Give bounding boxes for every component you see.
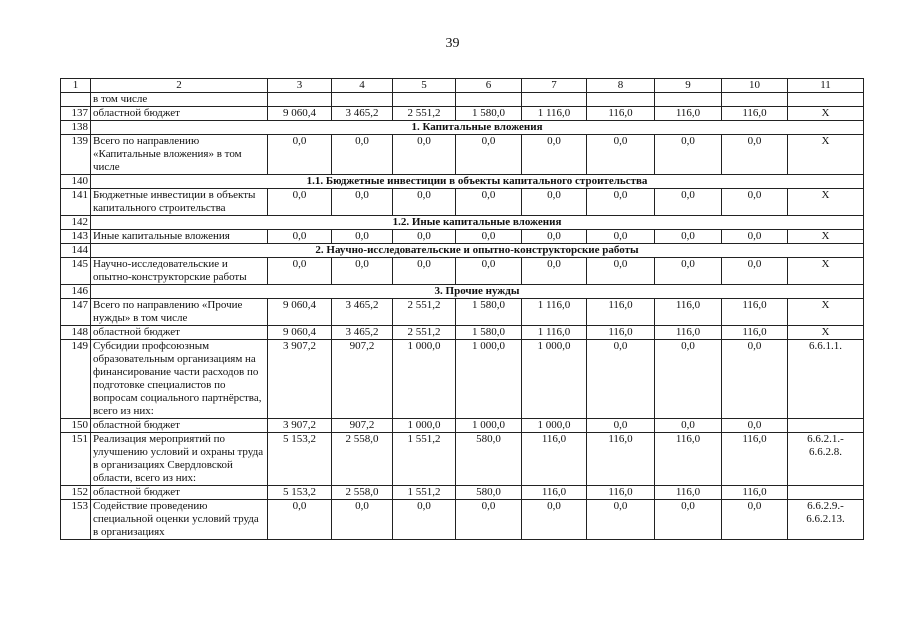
value-cell: 5 153,2 [268, 486, 332, 500]
value-cell: 0,0 [722, 340, 788, 419]
value-cell: 0,0 [722, 500, 788, 540]
table-row [61, 299, 864, 326]
value-cell: 116,0 [722, 107, 788, 121]
table-row [61, 258, 864, 285]
value-cell: 0,0 [655, 258, 722, 285]
row-description: Реализация мероприятий по улучшению условий и охраны труда в организациях Свердловской области, всего из них: [91, 433, 268, 486]
value-cell: 116,0 [722, 433, 788, 486]
value-cell: 0,0 [522, 258, 587, 285]
row-number: 138 [61, 121, 91, 135]
value-cell [393, 93, 456, 107]
value-cell: 0,0 [268, 230, 332, 244]
section-row [61, 216, 864, 230]
row-description: Содействие проведению специальной оценки условий труда в организациях [91, 500, 268, 540]
code-cell [788, 419, 864, 433]
code-cell: Х [788, 135, 864, 175]
value-cell: 0,0 [587, 230, 655, 244]
value-cell: 116,0 [655, 433, 722, 486]
row-description: областной бюджет [91, 486, 268, 500]
value-cell: 1 000,0 [522, 340, 587, 419]
value-cell: 0,0 [393, 230, 456, 244]
value-cell: 1 551,2 [393, 433, 456, 486]
value-cell: 0,0 [655, 189, 722, 216]
value-cell: 116,0 [655, 326, 722, 340]
value-cell: 116,0 [722, 299, 788, 326]
value-cell: 1 580,0 [456, 326, 522, 340]
value-cell: 2 558,0 [332, 486, 393, 500]
column-number-3: 3 [268, 79, 332, 93]
value-cell: 3 907,2 [268, 340, 332, 419]
value-cell: 0,0 [268, 135, 332, 175]
value-cell: 0,0 [332, 230, 393, 244]
value-cell: 0,0 [456, 189, 522, 216]
row-number: 151 [61, 433, 91, 486]
code-cell: Х [788, 230, 864, 244]
value-cell: 1 551,2 [393, 486, 456, 500]
row-description: областной бюджет [91, 107, 268, 121]
column-number-4: 4 [332, 79, 393, 93]
value-cell: 9 060,4 [268, 326, 332, 340]
table-row [61, 500, 864, 540]
value-cell: 0,0 [587, 500, 655, 540]
value-cell: 0,0 [393, 500, 456, 540]
value-cell: 1 580,0 [456, 107, 522, 121]
value-cell: 0,0 [332, 500, 393, 540]
value-cell: 2 551,2 [393, 299, 456, 326]
value-cell: 0,0 [456, 230, 522, 244]
value-cell: 116,0 [522, 433, 587, 486]
row-number: 144 [61, 244, 91, 258]
row-description: Иные капитальные вложения [91, 230, 268, 244]
row-number: 153 [61, 500, 91, 540]
value-cell [587, 93, 655, 107]
value-cell: 116,0 [587, 107, 655, 121]
value-cell: 3 465,2 [332, 107, 393, 121]
table-row [61, 340, 864, 419]
value-cell: 0,0 [456, 135, 522, 175]
value-cell: 0,0 [456, 258, 522, 285]
column-number-9: 9 [655, 79, 722, 93]
value-cell: 0,0 [655, 135, 722, 175]
table-row [61, 135, 864, 175]
code-cell [788, 93, 864, 107]
column-number-5: 5 [393, 79, 456, 93]
value-cell: 0,0 [268, 189, 332, 216]
column-number-2: 2 [91, 79, 268, 93]
value-cell: 2 558,0 [332, 433, 393, 486]
section-title: 2. Научно-исследовательские и опытно-конструкторские работы [91, 244, 864, 258]
value-cell: 1 116,0 [522, 326, 587, 340]
value-cell: 2 551,2 [393, 107, 456, 121]
value-cell: 0,0 [587, 340, 655, 419]
section-row [61, 285, 864, 299]
value-cell: 9 060,4 [268, 299, 332, 326]
row-number: 150 [61, 419, 91, 433]
value-cell: 116,0 [587, 326, 655, 340]
table-row [61, 93, 864, 107]
value-cell: 0,0 [393, 189, 456, 216]
row-number: 141 [61, 189, 91, 216]
value-cell: 116,0 [722, 486, 788, 500]
value-cell: 116,0 [655, 486, 722, 500]
section-row [61, 121, 864, 135]
value-cell [456, 93, 522, 107]
value-cell: 0,0 [332, 258, 393, 285]
value-cell: 0,0 [655, 419, 722, 433]
code-cell: Х [788, 258, 864, 285]
code-cell: Х [788, 326, 864, 340]
value-cell: 0,0 [522, 230, 587, 244]
value-cell: 0,0 [522, 189, 587, 216]
value-cell: 0,0 [722, 230, 788, 244]
budget-table [60, 78, 864, 540]
value-cell: 5 153,2 [268, 433, 332, 486]
value-cell: 116,0 [722, 326, 788, 340]
section-row [61, 175, 864, 189]
section-title: 1.2. Иные капитальные вложения [91, 216, 864, 230]
value-cell [655, 93, 722, 107]
table-row [61, 230, 864, 244]
value-cell: 1 116,0 [522, 107, 587, 121]
value-cell: 0,0 [722, 419, 788, 433]
value-cell: 116,0 [655, 107, 722, 121]
row-description: Бюджетные инвестиции в объекты капитального строительства [91, 189, 268, 216]
value-cell: 116,0 [587, 433, 655, 486]
column-number-10: 10 [722, 79, 788, 93]
value-cell: 1 000,0 [456, 419, 522, 433]
value-cell: 1 116,0 [522, 299, 587, 326]
value-cell: 0,0 [722, 135, 788, 175]
row-number [61, 93, 91, 107]
value-cell: 3 465,2 [332, 299, 393, 326]
row-number: 140 [61, 175, 91, 189]
row-number: 137 [61, 107, 91, 121]
value-cell: 3 907,2 [268, 419, 332, 433]
section-title: 3. Прочие нужды [91, 285, 864, 299]
value-cell: 907,2 [332, 419, 393, 433]
value-cell: 580,0 [456, 433, 522, 486]
row-description: областной бюджет [91, 419, 268, 433]
value-cell [722, 93, 788, 107]
value-cell: 116,0 [655, 299, 722, 326]
value-cell: 0,0 [655, 230, 722, 244]
value-cell: 0,0 [332, 135, 393, 175]
row-description: Всего по направлению «Прочие нужды» в том числе [91, 299, 268, 326]
value-cell: 116,0 [522, 486, 587, 500]
value-cell: 1 580,0 [456, 299, 522, 326]
value-cell: 2 551,2 [393, 326, 456, 340]
value-cell: 0,0 [522, 135, 587, 175]
column-number-row [61, 79, 864, 93]
row-description: Субсидии профсоюзным образовательным организациям на финансирование части расходов по подготовке специалистов по вопросам социального партнёрства, всего из них: [91, 340, 268, 419]
value-cell [268, 93, 332, 107]
column-number-7: 7 [522, 79, 587, 93]
row-description: Всего по направлению «Капитальные вложения» в том числе [91, 135, 268, 175]
value-cell: 1 000,0 [456, 340, 522, 419]
value-cell: 116,0 [587, 299, 655, 326]
value-cell: 0,0 [268, 258, 332, 285]
value-cell: 0,0 [393, 135, 456, 175]
code-cell: Х [788, 299, 864, 326]
value-cell: 0,0 [587, 135, 655, 175]
row-description: в том числе [91, 93, 268, 107]
section-row [61, 244, 864, 258]
value-cell: 0,0 [655, 340, 722, 419]
value-cell: 0,0 [587, 189, 655, 216]
value-cell: 580,0 [456, 486, 522, 500]
row-description: областной бюджет [91, 326, 268, 340]
value-cell: 0,0 [655, 500, 722, 540]
value-cell [522, 93, 587, 107]
value-cell: 3 465,2 [332, 326, 393, 340]
value-cell: 0,0 [332, 189, 393, 216]
table-row [61, 419, 864, 433]
value-cell: 0,0 [268, 500, 332, 540]
row-number: 143 [61, 230, 91, 244]
page-number: 39 [445, 36, 460, 51]
value-cell [332, 93, 393, 107]
row-number: 139 [61, 135, 91, 175]
row-number: 146 [61, 285, 91, 299]
code-cell [788, 486, 864, 500]
value-cell: 1 000,0 [393, 340, 456, 419]
value-cell: 907,2 [332, 340, 393, 419]
section-title: 1.1. Бюджетные инвестиции в объекты капитального строительства [91, 175, 864, 189]
row-description: Научно-исследовательские и опытно-конструкторские работы [91, 258, 268, 285]
row-number: 148 [61, 326, 91, 340]
table-row [61, 189, 864, 216]
row-number: 149 [61, 340, 91, 419]
code-cell: 6.6.1.1. [788, 340, 864, 419]
table-row [61, 486, 864, 500]
value-cell: 0,0 [722, 189, 788, 216]
column-number-8: 8 [587, 79, 655, 93]
value-cell: 1 000,0 [522, 419, 587, 433]
row-number: 152 [61, 486, 91, 500]
section-title: 1. Капитальные вложения [91, 121, 864, 135]
value-cell: 0,0 [587, 258, 655, 285]
value-cell: 0,0 [522, 500, 587, 540]
table-row [61, 433, 864, 486]
value-cell: 0,0 [587, 419, 655, 433]
value-cell: 0,0 [393, 258, 456, 285]
row-number: 142 [61, 216, 91, 230]
table-row [61, 326, 864, 340]
value-cell: 9 060,4 [268, 107, 332, 121]
code-cell: 6.6.2.1.- 6.6.2.8. [788, 433, 864, 486]
value-cell: 0,0 [456, 500, 522, 540]
value-cell: 116,0 [587, 486, 655, 500]
code-cell: 6.6.2.9.- 6.6.2.13. [788, 500, 864, 540]
row-number: 147 [61, 299, 91, 326]
value-cell: 1 000,0 [393, 419, 456, 433]
row-number: 145 [61, 258, 91, 285]
code-cell: Х [788, 107, 864, 121]
value-cell: 0,0 [722, 258, 788, 285]
table-row [61, 107, 864, 121]
column-number-1: 1 [61, 79, 91, 93]
column-number-11: 11 [788, 79, 864, 93]
code-cell: Х [788, 189, 864, 216]
column-number-6: 6 [456, 79, 522, 93]
